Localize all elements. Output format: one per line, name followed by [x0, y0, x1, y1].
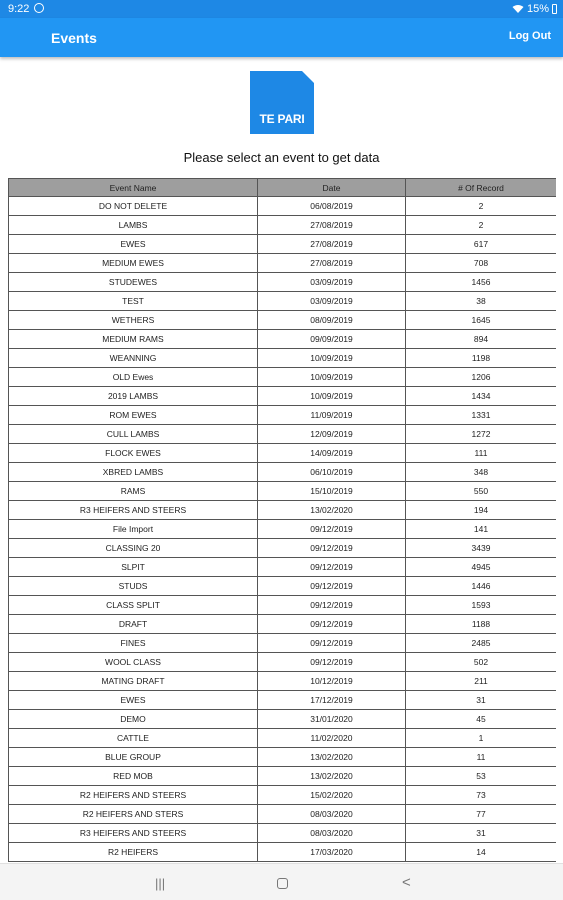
table-row[interactable]: [9, 444, 557, 463]
cell-event-name: XBRED LAMBS: [9, 463, 258, 482]
cell-date: 09/09/2019: [258, 330, 406, 349]
cell-event-name: MEDIUM EWES: [9, 254, 258, 273]
cell-record-count: 77: [406, 805, 557, 824]
cell-record-count: 38: [406, 292, 557, 311]
home-icon[interactable]: [277, 878, 288, 889]
cell-date: 09/12/2019: [258, 653, 406, 672]
table-row[interactable]: [9, 843, 557, 862]
table-row[interactable]: [9, 634, 557, 653]
cell-date: 09/12/2019: [258, 577, 406, 596]
cell-date: 31/01/2020: [258, 710, 406, 729]
cell-date: 11/09/2019: [258, 406, 406, 425]
battery-icon: [552, 4, 557, 14]
cell-date: 09/12/2019: [258, 596, 406, 615]
cell-date: 10/12/2019: [258, 672, 406, 691]
table-row[interactable]: [9, 330, 557, 349]
cell-event-name: File Import: [9, 520, 258, 539]
cell-record-count: 31: [406, 691, 557, 710]
table-row[interactable]: [9, 349, 557, 368]
table-row[interactable]: [9, 197, 557, 216]
cell-event-name: R2 HEIFERS: [9, 843, 258, 862]
cell-date: 14/09/2019: [258, 444, 406, 463]
table-row[interactable]: [9, 672, 557, 691]
cell-record-count: 1272: [406, 425, 557, 444]
cell-date: 15/02/2020: [258, 786, 406, 805]
table-row[interactable]: [9, 805, 557, 824]
cell-date: 03/09/2019: [258, 292, 406, 311]
table-row[interactable]: [9, 387, 557, 406]
cell-event-name: DRAFT: [9, 615, 258, 634]
header-record-count: # Of Record: [406, 179, 557, 197]
cell-event-name: EWES: [9, 691, 258, 710]
battery-percent: 15%: [526, 3, 549, 15]
cell-event-name: BLUE GROUP: [9, 748, 258, 767]
cell-record-count: 211: [406, 672, 557, 691]
cell-record-count: 708: [406, 254, 557, 273]
logo-fold: [302, 71, 314, 83]
table-row[interactable]: [9, 558, 557, 577]
cell-event-name: ROM EWES: [9, 406, 258, 425]
instruction-text: Please select an event to get data: [183, 150, 380, 165]
cell-record-count: 45: [406, 710, 557, 729]
cell-event-name: LAMBS: [9, 216, 258, 235]
cell-date: 13/02/2020: [258, 501, 406, 520]
table-row[interactable]: [9, 729, 557, 748]
cell-record-count: 2485: [406, 634, 557, 653]
cell-record-count: 2: [406, 197, 557, 216]
cell-record-count: 3439: [406, 539, 557, 558]
cell-event-name: 2019 LAMBS: [9, 387, 258, 406]
cell-record-count: 1206: [406, 368, 557, 387]
cell-event-name: MEDIUM RAMS: [9, 330, 258, 349]
table-row[interactable]: [9, 463, 557, 482]
cell-event-name: WETHERS: [9, 311, 258, 330]
header-date: Date: [258, 179, 406, 197]
table-body: [9, 197, 557, 862]
table-row[interactable]: [9, 254, 557, 273]
logo-text: TE PARI: [259, 112, 305, 126]
table-row[interactable]: [9, 482, 557, 501]
table-row[interactable]: [9, 596, 557, 615]
cell-record-count: 1645: [406, 311, 557, 330]
cell-date: 10/09/2019: [258, 387, 406, 406]
table-row[interactable]: [9, 748, 557, 767]
cell-record-count: 894: [406, 330, 557, 349]
cell-record-count: 53: [406, 767, 557, 786]
table-row[interactable]: [9, 653, 557, 672]
cell-record-count: 11: [406, 748, 557, 767]
table-row[interactable]: [9, 691, 557, 710]
events-table-container[interactable]: [8, 178, 556, 863]
recents-icon[interactable]: |||: [155, 876, 166, 891]
cell-date: 09/12/2019: [258, 615, 406, 634]
status-right: [512, 3, 557, 15]
cell-record-count: 14: [406, 843, 557, 862]
cell-record-count: 111: [406, 444, 557, 463]
cell-date: 11/02/2020: [258, 729, 406, 748]
table-row[interactable]: [9, 311, 557, 330]
cell-event-name: STUDEWES: [9, 273, 258, 292]
table-row[interactable]: [9, 767, 557, 786]
cell-event-name: RED MOB: [9, 767, 258, 786]
cell-event-name: EWES: [9, 235, 258, 254]
table-row[interactable]: [9, 539, 557, 558]
cell-record-count: 348: [406, 463, 557, 482]
table-row[interactable]: [9, 273, 557, 292]
cell-date: 09/12/2019: [258, 634, 406, 653]
cell-date: 12/09/2019: [258, 425, 406, 444]
cell-date: 03/09/2019: [258, 273, 406, 292]
cell-date: 10/09/2019: [258, 368, 406, 387]
table-row[interactable]: [9, 406, 557, 425]
cell-date: 17/12/2019: [258, 691, 406, 710]
page-title: Events: [51, 30, 97, 46]
table-header-row: [9, 179, 557, 197]
cell-record-count: 141: [406, 520, 557, 539]
cell-record-count: 1434: [406, 387, 557, 406]
cell-record-count: 1446: [406, 577, 557, 596]
cell-date: 09/12/2019: [258, 520, 406, 539]
table-row[interactable]: [9, 577, 557, 596]
cell-event-name: FLOCK EWES: [9, 444, 258, 463]
logout-button[interactable]: Log Out: [508, 30, 551, 42]
cell-date: 27/08/2019: [258, 254, 406, 273]
cell-date: 27/08/2019: [258, 235, 406, 254]
cell-date: 17/03/2020: [258, 843, 406, 862]
table-row[interactable]: [9, 425, 557, 444]
cell-record-count: 2: [406, 216, 557, 235]
cell-event-name: R3 HEIFERS AND STEERS: [9, 501, 258, 520]
cell-event-name: WEANNING: [9, 349, 258, 368]
cell-record-count: 1593: [406, 596, 557, 615]
cell-event-name: DO NOT DELETE: [9, 197, 258, 216]
table-row[interactable]: [9, 710, 557, 729]
cell-event-name: R2 HEIFERS AND STERS: [9, 805, 258, 824]
cell-date: 06/08/2019: [258, 197, 406, 216]
table-row[interactable]: [9, 235, 557, 254]
cell-record-count: 550: [406, 482, 557, 501]
cell-event-name: CLASS SPLIT: [9, 596, 258, 615]
cell-date: 09/12/2019: [258, 539, 406, 558]
table-row[interactable]: [9, 216, 557, 235]
cell-event-name: MATING DRAFT: [9, 672, 258, 691]
cell-record-count: 1198: [406, 349, 557, 368]
table-row[interactable]: [9, 786, 557, 805]
cell-record-count: 1188: [406, 615, 557, 634]
table-row[interactable]: [9, 292, 557, 311]
status-time: 9:22: [8, 3, 30, 15]
cell-date: 08/03/2020: [258, 805, 406, 824]
cell-date: 09/12/2019: [258, 558, 406, 577]
cell-event-name: CULL LAMBS: [9, 425, 258, 444]
cell-date: 13/02/2020: [258, 748, 406, 767]
cell-date: 08/03/2020: [258, 824, 406, 843]
table-row[interactable]: [9, 368, 557, 387]
cell-record-count: 73: [406, 786, 557, 805]
cell-record-count: 4945: [406, 558, 557, 577]
cell-event-name: SLPIT: [9, 558, 258, 577]
table-row[interactable]: [9, 824, 557, 843]
app-bar: [0, 18, 563, 57]
cell-record-count: 194: [406, 501, 557, 520]
cell-event-name: DEMO: [9, 710, 258, 729]
events-table: [8, 178, 556, 862]
cell-event-name: R3 HEIFERS AND STEERS: [9, 824, 258, 843]
logo: [250, 71, 314, 134]
header-event-name: Event Name: [9, 179, 258, 197]
cell-record-count: 1331: [406, 406, 557, 425]
cell-event-name: CLASSING 20: [9, 539, 258, 558]
table-row[interactable]: [9, 501, 557, 520]
cell-event-name: OLD Ewes: [9, 368, 258, 387]
cell-record-count: 617: [406, 235, 557, 254]
cell-event-name: STUDS: [9, 577, 258, 596]
navigation-bar: [0, 863, 563, 900]
cell-record-count: 31: [406, 824, 557, 843]
cell-event-name: WOOL CLASS: [9, 653, 258, 672]
cell-event-name: TEST: [9, 292, 258, 311]
cell-date: 10/09/2019: [258, 349, 406, 368]
cell-event-name: R2 HEIFERS AND STEERS: [9, 786, 258, 805]
status-bar: [0, 0, 563, 18]
cell-date: 13/02/2020: [258, 767, 406, 786]
cell-record-count: 502: [406, 653, 557, 672]
cell-date: 27/08/2019: [258, 216, 406, 235]
cell-record-count: 1456: [406, 273, 557, 292]
cell-event-name: FINES: [9, 634, 258, 653]
back-icon[interactable]: <: [402, 874, 411, 891]
cell-date: 15/10/2019: [258, 482, 406, 501]
table-row[interactable]: [9, 520, 557, 539]
sync-icon: [34, 3, 44, 13]
cell-date: 08/09/2019: [258, 311, 406, 330]
cell-date: 06/10/2019: [258, 463, 406, 482]
cell-event-name: CATTLE: [9, 729, 258, 748]
table-row[interactable]: [9, 615, 557, 634]
wifi-icon: [512, 5, 524, 14]
cell-record-count: 1: [406, 729, 557, 748]
cell-event-name: RAMS: [9, 482, 258, 501]
